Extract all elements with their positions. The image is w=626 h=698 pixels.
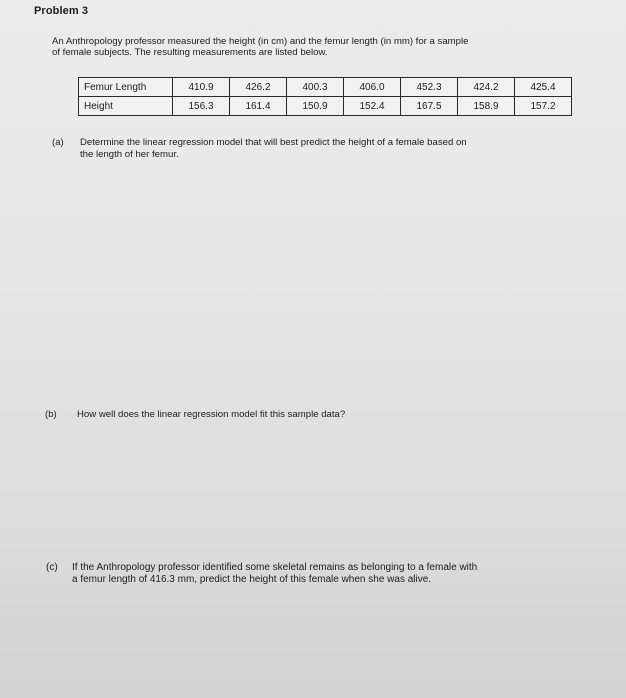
question-line: How well does the linear regression model fit this sample data? [77,409,346,420]
question-text [77,409,345,421]
table-cell: 161.4 [230,97,287,116]
intro-line: An Anthropology professor measured the height (in cm) and the femur length (in mm) for a sample [52,36,469,47]
intro-line: of female subjects. The resulting measurements are listed below. [52,47,328,58]
row-header: Height [79,97,173,116]
table-cell: 426.2 [230,78,287,97]
table-cell: 156.3 [173,97,230,116]
table-cell: 150.9 [287,97,344,116]
question-text [80,137,467,161]
table-cell: 157.2 [515,97,572,116]
table-row-femur-length [79,78,572,97]
question-line: the length of her femur. [80,149,179,160]
problem-intro [52,36,612,58]
row-header: Femur Length [79,78,173,97]
table-cell: 167.5 [401,97,458,116]
problem-title: Problem 3 [34,5,89,17]
table-cell: 425.4 [515,78,572,97]
table-row-height [79,97,572,116]
table-cell: 406.0 [344,78,401,97]
question-line: a femur length of 416.3 mm, predict the height of this female when she was alive. [72,574,432,585]
question-line: Determine the linear regression model that will best predict the height of a female based on [80,137,467,148]
table-cell: 424.2 [458,78,515,97]
question-label: (a) [52,137,64,148]
question-label: (b) [45,409,57,420]
table-cell: 410.9 [173,78,230,97]
question-text [72,562,477,586]
table-cell: 400.3 [287,78,344,97]
table-cell: 158.9 [458,97,515,116]
measurements-table [78,77,572,116]
question-line: If the Anthropology professor identified some skeletal remains as belonging to a female with [72,562,478,573]
table-cell: 452.3 [401,78,458,97]
question-label: (c) [46,562,58,573]
table-cell: 152.4 [344,97,401,116]
